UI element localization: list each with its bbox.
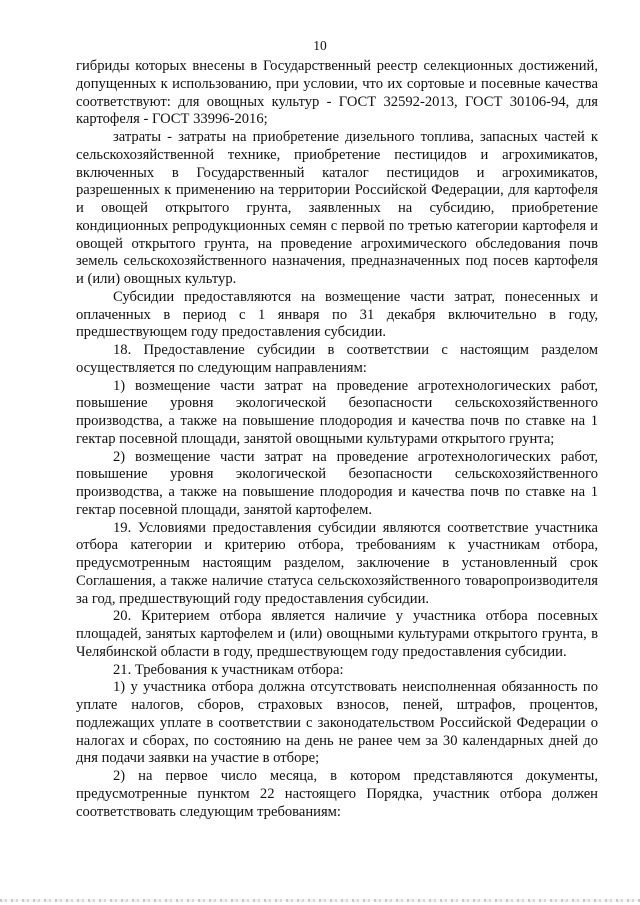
paragraph-18: 18. Предоставление субсидии в соответствии с настоящим разделом осуществляется по следующим направлениям: bbox=[76, 342, 598, 376]
document-body bbox=[76, 58, 598, 821]
page-number: 10 bbox=[313, 38, 327, 53]
paragraph-18-item-2: 2) возмещение части затрат на проведение агротехнологических работ, повышение уровня экологической безопасности сельскохозяйственного производства, а также на повышение плодородия и качества почв по ставке на 1 гектар посевной площади, занятой картофелем. bbox=[76, 448, 598, 518]
paragraph-21: 21. Требования к участникам отбора: bbox=[113, 661, 344, 678]
scan-artifact-line bbox=[0, 899, 640, 902]
paragraph-20: 20. Критерием отбора является наличие у участника отбора посевных площадей, занятых картофелем и (или) овощными культурами открытого грунта, в Челябинской области в году, предшествующем году предоставления субсидии. bbox=[76, 608, 598, 660]
paragraph-21-item-2: 2) на первое число месяца, в котором представляются документы, предусмотренные пунктом 22 настоящего Порядка, участник отбора должен соответствовать следующим требованиям: bbox=[76, 768, 598, 820]
paragraph-subsidy-period: Субсидии предоставляются на возмещение части затрат, понесенных и оплаченных в период с 1 января по 31 декабря включительно в году, предшествующем году предоставления субсидии. bbox=[76, 288, 598, 341]
paragraph-21-item-1: 1) у участника отбора должна отсутствовать неисполненная обязанность по уплате налогов, сборов, страховых взносов, пеней, штрафов, процентов, подлежащих уплате в соответствии с законодательством Российской Федерации о налогах и сборах, по состоянию на день не ранее чем за 30 календарных дней до дня подачи заявки на участие в отборе; bbox=[76, 679, 598, 767]
paragraph-18-item-1: 1) возмещение части затрат на проведение агротехнологических работ, повышение уровня экологической безопасности сельскохозяйственного производства, а также на повышение плодородия и качества почв по ставке на 1 гектар посевной площади, занятой овощными культурами открытого грунта; bbox=[76, 377, 598, 447]
paragraph-19: 19. Условиями предоставления субсидии являются соответствие участника отбора категории и критерию отбора, требованиям к участникам отбора, предусмотренным настоящим разделом, заключение в установленный срок Соглашения, а также наличие статуса сельскохозяйственного товаропроизводителя за год, предшествующий году предоставления субсидии. bbox=[76, 519, 598, 607]
paragraph-continuation: гибриды которых внесены в Государственный реестр селекционных достижений, допущенных к использованию, при условии, что их сортовые и посевные качества соответствуют: для овощных культур - ГОСТ 32592-2013, ГОСТ 30106-94, для картофеля - ГОСТ 33996-2016; bbox=[76, 58, 598, 128]
paragraph-costs-definition: затраты - затраты на приобретение дизельного топлива, запасных частей к сельскохозяйственной технике, приобретение пестицидов и агрохимикатов, включенных в Государственный каталог пестицидов и агрохимикатов, разрешенных к применению на территории Российской Федерации, для картофеля и овощей открытого грунта, заявленных на субсидию, приобретение кондиционных репродукционных семян с первой по третью категории картофеля и овощей открытого грунта, на проведение агрохимического обследования почв земель сельскохозяйственного назначения, предназначенных под посев картофеля и (или) овощных культур. bbox=[76, 129, 598, 287]
